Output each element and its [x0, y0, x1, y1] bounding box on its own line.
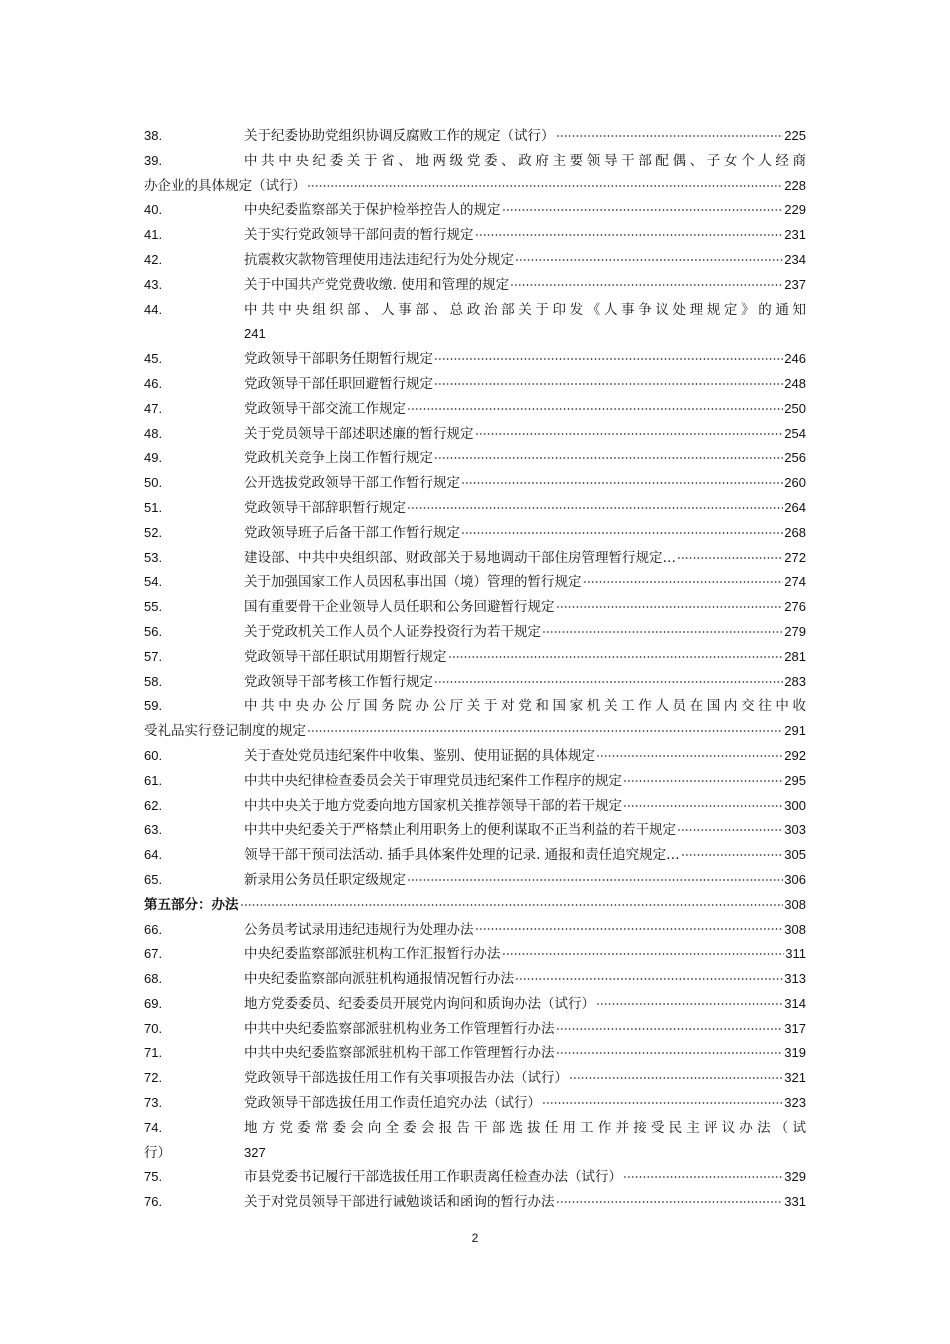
entry-number: 72.: [144, 1070, 163, 1086]
toc-line: [244, 570, 806, 595]
page-ref: 274: [784, 574, 806, 590]
page-ref: 281: [784, 648, 806, 664]
toc-entry[interactable]: [144, 496, 806, 521]
toc-line: [244, 694, 806, 719]
entry-title: 关于查处党员违纪案件中收集、鉴别、使用证据的具体规定: [244, 747, 595, 764]
page-ref: 254: [784, 425, 806, 441]
toc-line: [244, 198, 806, 223]
page-ref: 300: [784, 797, 806, 813]
section-heading-entry[interactable]: [144, 893, 806, 918]
dot-leader: [434, 374, 783, 388]
entry-number: 67.: [144, 946, 163, 962]
toc-line-continued: [244, 322, 806, 347]
page-ref: 246: [784, 351, 806, 367]
entry-title: 党政机关竞争上岗工作暂行规定: [244, 450, 433, 467]
toc-entry[interactable]: [144, 273, 806, 298]
entry-title-continued: 办企业的具体规定（试行）: [144, 177, 306, 194]
dot-leader: [542, 622, 783, 636]
toc-entry[interactable]: [144, 843, 806, 868]
toc-entry[interactable]: [144, 198, 806, 223]
page-ref: 225: [784, 128, 806, 143]
toc-entry[interactable]: [144, 1165, 806, 1190]
dot-leader: [677, 821, 783, 835]
entry-number: 70.: [144, 1020, 163, 1036]
toc-line: [244, 248, 806, 273]
entry-title: 中共中央办公厅国务院办公厅关于对党和国家机关工作人员在国内交往中收: [244, 698, 806, 715]
page-ref: 250: [784, 400, 806, 416]
dot-leader: [475, 920, 784, 934]
dot-leader: [677, 548, 783, 562]
toc-entry[interactable]: [144, 1066, 806, 1091]
entry-number: 57.: [144, 648, 163, 664]
toc-line: [244, 992, 806, 1017]
entry-number: 75.: [144, 1169, 163, 1185]
entry-number: 42.: [144, 251, 163, 267]
dot-leader: [502, 945, 785, 959]
entry-title: 党政领导干部任职回避暂行规定: [244, 375, 433, 392]
entry-number: 55.: [144, 599, 163, 615]
entry-number: 53.: [144, 549, 163, 565]
entry-title: 关于党员领导干部述职述廉的暂行规定: [244, 425, 474, 442]
page-ref: 260: [784, 475, 806, 491]
page-ref: 234: [784, 251, 806, 267]
dot-leader: [475, 424, 784, 438]
dot-leader: [542, 1094, 783, 1108]
toc-line: [244, 124, 806, 149]
page-ref: 228: [784, 177, 806, 193]
entry-title: 党政领导干部辞职暂行规定: [244, 499, 406, 516]
entry-number: 38.: [144, 128, 163, 143]
entry-title: 中共中央关于地方党委向地方国家机关推荐领导干部的若干规定: [244, 797, 622, 814]
toc-line: [244, 942, 806, 967]
entry-number: 44.: [144, 301, 163, 317]
page-ref: 248: [784, 375, 806, 391]
page-ref: 292: [784, 747, 806, 763]
toc-line: [244, 769, 806, 794]
entry-number: 48.: [144, 425, 163, 441]
entry-number: 65.: [144, 871, 163, 887]
page-ref: 231: [784, 227, 806, 243]
entry-title: 国有重要骨干企业领导人员任职和公务回避暂行规定: [244, 599, 555, 616]
entry-title: 中央纪委监察部关于保护检举控告人的规定: [244, 202, 501, 219]
toc-line-continued: [144, 719, 806, 744]
dot-leader: [407, 498, 783, 512]
entry-title: 中共中央纪律检查委员会关于审理党员违纪案件工作程序的规定: [244, 772, 622, 789]
page-ref: 279: [784, 623, 806, 639]
toc-line: [244, 149, 806, 174]
dot-leader: [596, 994, 783, 1008]
page-ref: 331: [784, 1194, 806, 1210]
dot-leader: [515, 250, 783, 264]
entry-title: 中共中央纪委监察部派驻机构业务工作管理暂行办法: [244, 1020, 555, 1037]
entry-title: 关于中国共产党党费收缴. 使用和管理的规定: [244, 276, 510, 293]
dot-leader: [596, 746, 783, 760]
toc-line: [244, 422, 806, 447]
dot-leader: [623, 771, 783, 785]
entry-number: 43.: [144, 276, 163, 292]
toc-entry[interactable]: [144, 967, 806, 992]
entry-title: 党政领导班子后备干部工作暂行规定: [244, 524, 460, 541]
entry-number: 71.: [144, 1045, 163, 1061]
dot-leader: [434, 672, 783, 686]
toc-line: [244, 744, 806, 769]
toc-entry[interactable]: [144, 818, 806, 843]
toc-line: [244, 645, 806, 670]
page-ref: 295: [784, 772, 806, 788]
entry-title: 中央纪委监察部派驻机构工作汇报暂行办法: [244, 946, 501, 963]
page-ref: 308: [784, 921, 806, 937]
entry-number: 41.: [144, 227, 163, 243]
entry-number: 54.: [144, 574, 163, 590]
entry-number: 66.: [144, 921, 163, 937]
toc-entry[interactable]: [144, 1190, 806, 1215]
entry-title: 关于党政机关工作人员个人证券投资行为若干规定: [244, 623, 541, 640]
toc-line: [244, 595, 806, 620]
page-ref: 303: [784, 822, 806, 838]
entry-number: 59.: [144, 698, 163, 714]
toc-entry[interactable]: [144, 347, 806, 372]
toc-line: [244, 1041, 806, 1066]
toc-entry[interactable]: [144, 248, 806, 273]
entry-number: 68.: [144, 971, 163, 987]
entry-title-continued: 受礼品实行登记制度的规定: [144, 723, 306, 740]
toc-entry[interactable]: [144, 1041, 806, 1066]
toc-entry[interactable]: [144, 372, 806, 397]
entry-title: 市县党委书记履行干部选拔任用工作职责离任检查办法（试行）: [244, 1169, 622, 1186]
toc-line: [244, 471, 806, 496]
entry-title: 中共中央组织部、人事部、总政治部关于印发《人事争议处理规定》的通知: [244, 301, 806, 318]
dot-leader: [510, 275, 783, 289]
page-ref: 229: [784, 202, 806, 218]
page-ref: 276: [784, 599, 806, 615]
toc-entry[interactable]: [144, 223, 806, 248]
toc-entry[interactable]: [144, 570, 806, 595]
entry-title: 中共中央纪委关于严格禁止利用职务上的便利谋取不正当利益的若干规定: [244, 822, 676, 839]
dot-leader: [556, 127, 784, 141]
dot-leader: [475, 226, 784, 240]
entry-title: 党政领导干部交流工作规定: [244, 400, 406, 417]
entry-title: 新录用公务员任职定级规定: [244, 871, 406, 888]
entry-number: 62.: [144, 797, 163, 813]
page-ref: 314: [784, 995, 806, 1011]
dot-leader: [515, 970, 783, 984]
entry-number: 76.: [144, 1194, 163, 1210]
entry-title: 中央纪委监察部向派驻机构通报情况暂行办法: [244, 971, 514, 988]
entry-number: 60.: [144, 747, 163, 763]
entry-number: 69.: [144, 995, 163, 1011]
page-ref: 291: [784, 723, 806, 739]
entry-number: 56.: [144, 623, 163, 639]
toc-entry[interactable]: [144, 124, 806, 149]
entry-number: 49.: [144, 450, 163, 466]
dot-leader: [569, 1069, 783, 1083]
toc-line: [244, 397, 806, 422]
toc-line: [144, 893, 806, 918]
dot-leader: [556, 1019, 784, 1033]
toc-entry[interactable]: [144, 595, 806, 620]
toc-line: [244, 1116, 806, 1141]
page-ref: 311: [785, 946, 806, 962]
dot-leader: [307, 722, 783, 736]
toc-line-continued: [144, 1141, 806, 1166]
page-ref: 264: [784, 499, 806, 515]
toc-entry[interactable]: [144, 397, 806, 422]
toc-entry[interactable]: [144, 1017, 806, 1042]
page-ref: 272: [784, 549, 806, 565]
entry-title-continued: 行）: [144, 1144, 171, 1161]
entry-title: 中共中央纪委监察部派驻机构干部工作管理暂行办法: [244, 1045, 555, 1062]
toc-entry[interactable]: [144, 1091, 806, 1116]
section-title: 第五部分：办法: [144, 896, 239, 913]
entry-title: 抗震救灾款物管理使用违法违纪行为处分规定: [244, 251, 514, 268]
dot-leader: [461, 474, 783, 488]
toc-line: [244, 496, 806, 521]
entry-title: 关于对党员领导干部进行诫勉谈话和函询的暂行办法: [244, 1194, 555, 1211]
page-ref: 313: [784, 971, 806, 987]
entry-number: 73.: [144, 1095, 163, 1111]
page-ref: 256: [784, 450, 806, 466]
toc-line: [244, 273, 806, 298]
entry-title: 中共中央纪委关于省、地两级党委、政府主要领导干部配偶、子女个人经商: [244, 152, 806, 169]
dot-leader: [556, 598, 784, 612]
toc-entry[interactable]: [144, 149, 806, 199]
toc-line: [244, 918, 806, 943]
toc-entry[interactable]: [144, 992, 806, 1017]
dot-leader: [434, 449, 783, 463]
page-ref: 306: [784, 871, 806, 887]
toc-entry[interactable]: [144, 446, 806, 471]
toc-line: [244, 446, 806, 471]
toc-line: [244, 347, 806, 372]
dot-leader: [502, 201, 784, 215]
toc-line: [244, 1066, 806, 1091]
entry-number: 39.: [144, 152, 163, 168]
entry-number: 63.: [144, 822, 163, 838]
toc-entry[interactable]: [144, 694, 806, 744]
toc-line: [244, 620, 806, 645]
toc-line: [244, 967, 806, 992]
toc-line: [244, 1165, 806, 1190]
page-ref: 308: [784, 896, 806, 912]
dot-leader: [623, 1168, 783, 1182]
toc-entry[interactable]: [144, 942, 806, 967]
toc-entry[interactable]: [144, 620, 806, 645]
toc-line: [244, 818, 806, 843]
entry-number: 74.: [144, 1119, 163, 1135]
toc-entry[interactable]: [144, 868, 806, 893]
entry-number: 40.: [144, 202, 163, 218]
entry-number: 52.: [144, 524, 163, 540]
dot-leader: [307, 176, 783, 190]
entry-number: 50.: [144, 475, 163, 491]
toc-line: [244, 546, 806, 571]
toc-entry[interactable]: [144, 422, 806, 447]
dot-leader: [583, 573, 784, 587]
toc-entry[interactable]: [144, 918, 806, 943]
toc-line: [244, 1091, 806, 1116]
entry-number: 64.: [144, 847, 163, 863]
toc-entry[interactable]: [144, 645, 806, 670]
dot-leader: [623, 796, 783, 810]
toc-entry[interactable]: [144, 670, 806, 695]
dot-leader: [407, 870, 783, 884]
dot-leader: [240, 895, 784, 909]
page-ref: 327: [244, 1144, 266, 1160]
toc-line: [244, 1190, 806, 1215]
page-ref: 283: [784, 673, 806, 689]
entry-title: 公务员考试录用违纪违规行为处理办法: [244, 921, 474, 938]
entry-title: 党政领导干部考核工作暂行规定: [244, 673, 433, 690]
toc-line-continued: [144, 174, 806, 199]
toc-entry[interactable]: [144, 546, 806, 571]
dot-leader: [461, 523, 783, 537]
entry-number: 45.: [144, 351, 163, 367]
toc-line: [244, 372, 806, 397]
page-ref: 329: [784, 1169, 806, 1185]
toc-line: [244, 868, 806, 893]
entry-title: 关于实行党政领导干部问责的暂行规定: [244, 227, 474, 244]
toc-line: [244, 843, 806, 868]
toc-entry[interactable]: [144, 298, 806, 348]
dot-leader: [556, 1044, 784, 1058]
toc-entry[interactable]: [144, 1116, 806, 1166]
entry-number: 58.: [144, 673, 163, 689]
entry-title: 地方党委委员、纪委委员开展党内询问和质询办法（试行）: [244, 995, 595, 1012]
toc-entry[interactable]: [144, 471, 806, 496]
entry-title: 党政领导干部选拔任用工作责任追究办法（试行）: [244, 1095, 541, 1112]
dot-leader: [556, 1193, 784, 1207]
toc-line: [244, 1017, 806, 1042]
dot-leader: [407, 399, 783, 413]
toc-entry[interactable]: [144, 769, 806, 794]
page-ref: 321: [784, 1070, 806, 1086]
toc-line: [244, 670, 806, 695]
toc-entry[interactable]: [144, 794, 806, 819]
toc-line: [244, 298, 806, 323]
toc-line: [244, 223, 806, 248]
page-ref: 237: [784, 276, 806, 292]
entry-title: 地方党委常委会向全委会报告干部选拔任用工作并接受民主评议办法（试: [244, 1119, 806, 1136]
entry-number: 51.: [144, 499, 163, 515]
page-ref: 268: [784, 524, 806, 540]
table-of-contents: [144, 124, 806, 1215]
entry-title: 关于纪委协助党组织协调反腐败工作的规定（试行）: [244, 128, 555, 144]
page-ref: 241: [244, 326, 266, 342]
page-ref: 317: [784, 1020, 806, 1036]
dot-leader: [434, 350, 783, 364]
entry-number: 46.: [144, 375, 163, 391]
entry-number: 47.: [144, 400, 163, 416]
page-ref: 305: [784, 847, 806, 863]
page-ref: 319: [784, 1045, 806, 1061]
entry-title: 领导干部干预司法活动. 插手具体案件处理的记录. 通报和责任追究规定…: [244, 847, 680, 864]
entry-number: 61.: [144, 772, 163, 788]
dot-leader: [681, 846, 784, 860]
entry-title: 公开选拔党政领导干部工作暂行规定: [244, 475, 460, 492]
page-ref: 323: [784, 1095, 806, 1111]
toc-entry[interactable]: [144, 744, 806, 769]
entry-title: 党政领导干部选拔任用工作有关事项报告办法（试行）: [244, 1070, 568, 1087]
toc-line: [244, 794, 806, 819]
toc-entry[interactable]: [144, 521, 806, 546]
entry-title: 党政领导干部职务任期暂行规定: [244, 351, 433, 368]
entry-title: 党政领导干部任职试用期暂行规定: [244, 648, 447, 665]
entry-title: 关于加强国家工作人员因私事出国（境）管理的暂行规定: [244, 574, 582, 591]
entry-title: 建设部、中共中央组织部、财政部关于易地调动干部住房管理暂行规定…: [244, 549, 676, 566]
page-number: 2: [471, 1231, 479, 1245]
dot-leader: [448, 647, 784, 661]
toc-line: [244, 521, 806, 546]
